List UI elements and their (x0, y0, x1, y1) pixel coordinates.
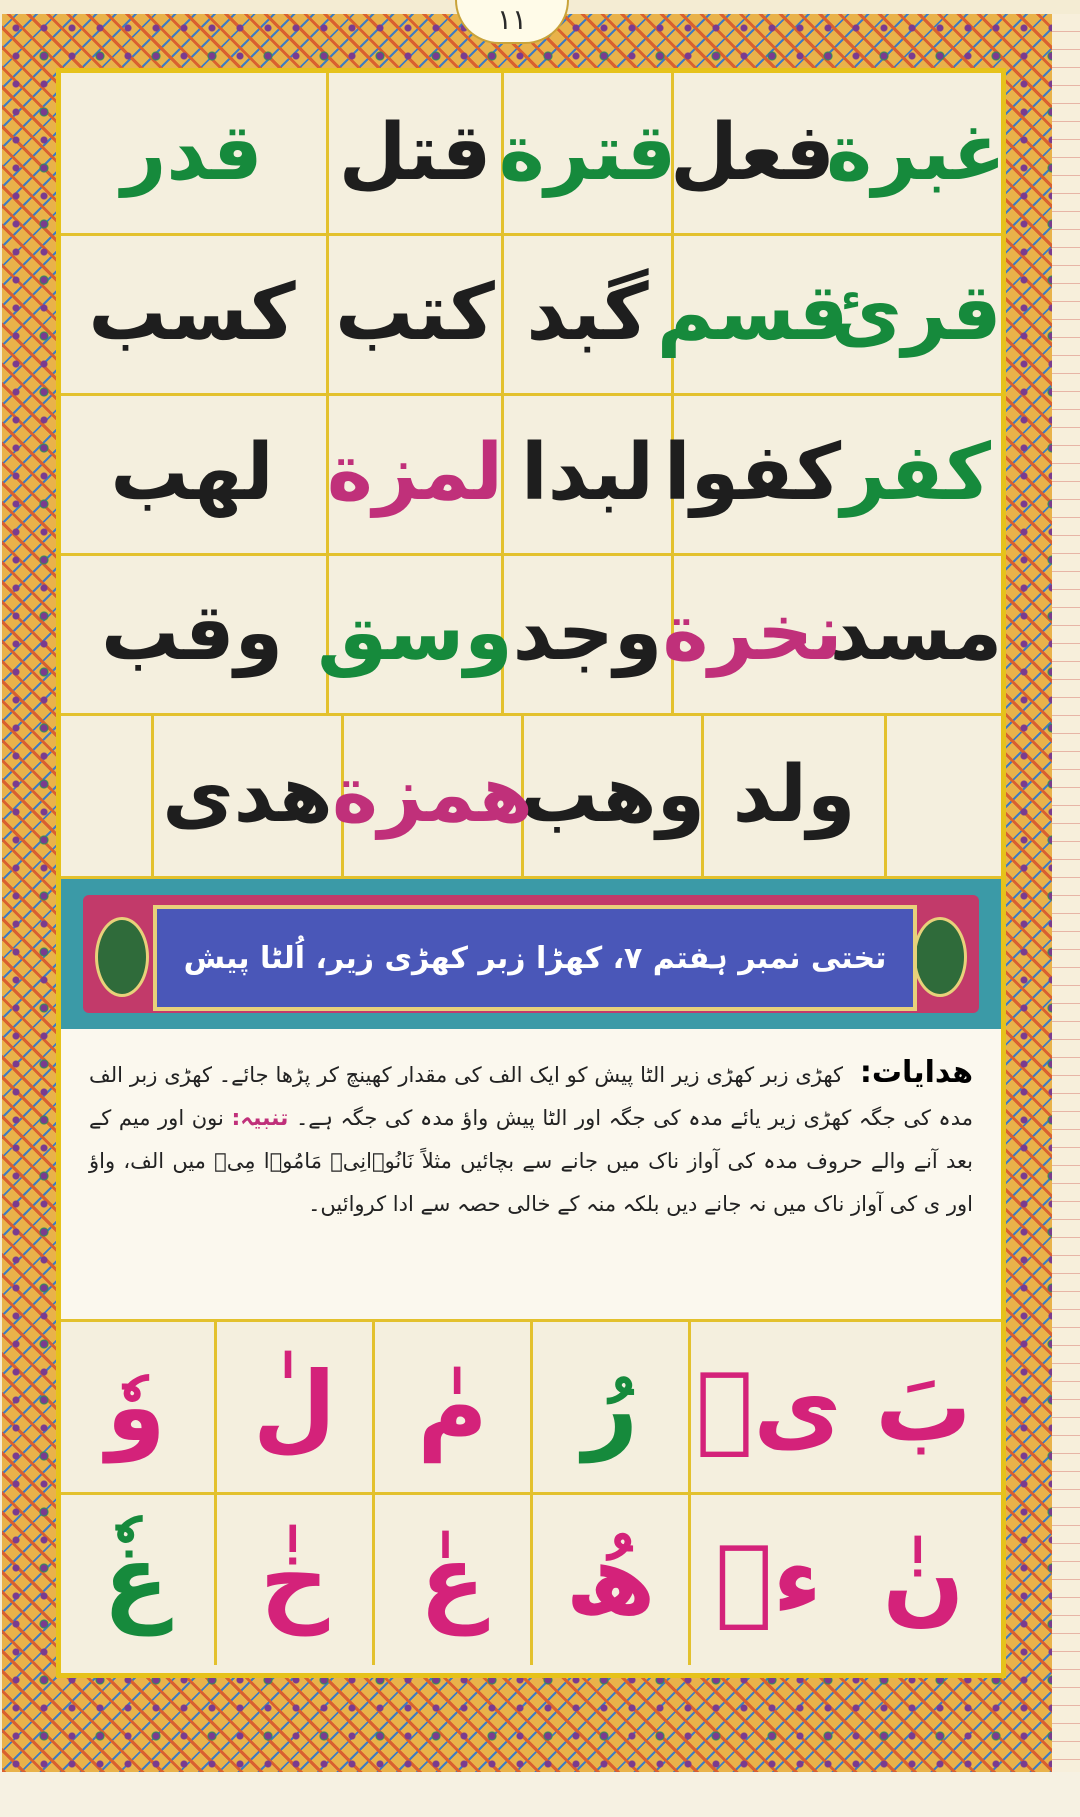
letter-cell: نٰ (882, 1524, 965, 1636)
letter-cell: غٗ (103, 1524, 169, 1636)
word-row (61, 233, 1001, 396)
word-cell: قتل (326, 73, 501, 233)
letter-cell: عٰ (372, 1495, 530, 1665)
letter-cell: یٖ (688, 1322, 846, 1492)
letter-cell: وٗ (106, 1351, 166, 1463)
word-cell: گبد (501, 233, 671, 393)
word-row (61, 713, 1001, 879)
letter-grid (61, 1319, 1001, 1676)
letter-cell: ھُ (530, 1495, 688, 1665)
word-cell: مسد (829, 588, 1003, 678)
word-cell: هدى (151, 713, 341, 876)
instructions-box (61, 1029, 1001, 1319)
letter-cell: لٰ (214, 1322, 372, 1492)
letter-row (61, 1322, 1001, 1495)
lesson-banner (61, 879, 1001, 1029)
word-cell: وسق (326, 553, 501, 713)
word-cell: قسم (671, 233, 831, 393)
word-cell: فعل (671, 73, 831, 233)
letter-cell: مٰ (372, 1322, 530, 1492)
word-cell: ولد (701, 713, 884, 876)
word-row (61, 393, 1001, 556)
empty-cell (61, 713, 148, 876)
word-row (61, 73, 1006, 236)
warning-label: تنبیہ: (231, 1106, 289, 1131)
ornament-right (913, 917, 967, 997)
letter-cell: رُ (530, 1322, 688, 1492)
word-row (61, 553, 1001, 716)
instructions-text (89, 1051, 973, 1226)
instructions-body: کھڑی زبر کھڑی زیر الٹا پیش کو ایک الف کی مقدار کھینچ کر پڑھا جائے۔ کھڑی زبر الف مدہ کی جگہ کھڑی زیر یائے مدہ کی جگہ اور الٹا پیش واؤ مدہ کی جگہ ہے۔ (89, 1063, 973, 1130)
word-cell: همزة (341, 713, 521, 876)
letter-cell: ءٖ (688, 1495, 846, 1665)
ruled-page-edge (1052, 14, 1080, 1772)
page-number: ١١ (455, 0, 569, 44)
instructions-label: ھدایات: (859, 1055, 973, 1090)
word-cell: قترة (501, 73, 671, 233)
word-cell: وجد (501, 553, 671, 713)
word-cell: لهب (110, 428, 274, 518)
word-cell: وهب (521, 713, 701, 876)
word-cell: وقب (100, 588, 284, 678)
word-cell: غبرة (826, 108, 1006, 198)
word-cell: نخرة (671, 553, 831, 713)
letter-cell: بَ (875, 1351, 972, 1463)
word-cell: لبدا (501, 393, 671, 553)
page-content (56, 68, 1006, 1678)
word-cell: قرئ (830, 268, 1002, 358)
letter-row (61, 1495, 1001, 1665)
banner-frame (83, 895, 979, 1013)
word-cell: كفر (840, 428, 992, 518)
empty-cell (884, 713, 1004, 876)
word-grid (61, 73, 1006, 879)
ornament-left (95, 917, 149, 997)
lesson-title: تختی نمبر ہفتم ۷، کھڑا زبر کھڑی زیر، اُلٹا پیش (153, 905, 917, 1011)
word-cell: لمزة (326, 393, 501, 553)
letter-cell: خٰ (214, 1495, 372, 1665)
word-cell: كسب (88, 268, 296, 358)
page-bottom-strip (0, 1770, 1080, 1817)
word-cell: كتب (326, 233, 501, 393)
warning-body: نون اور میم کے بعد آنے والے حروف مدہ کی آواز ناک میں جانے سے بچائیں مثلاً نَانُوۡانِیۡ مَامُوۡا مِیۡ میں الف، واؤ اور ی کی آواز ناک میں نہ جانے دیں بلکہ منہ کے خالی حصہ سے ادا کروائیں۔ (89, 1106, 973, 1216)
word-cell: قدر (121, 108, 263, 198)
word-cell: كفوا (671, 393, 831, 553)
